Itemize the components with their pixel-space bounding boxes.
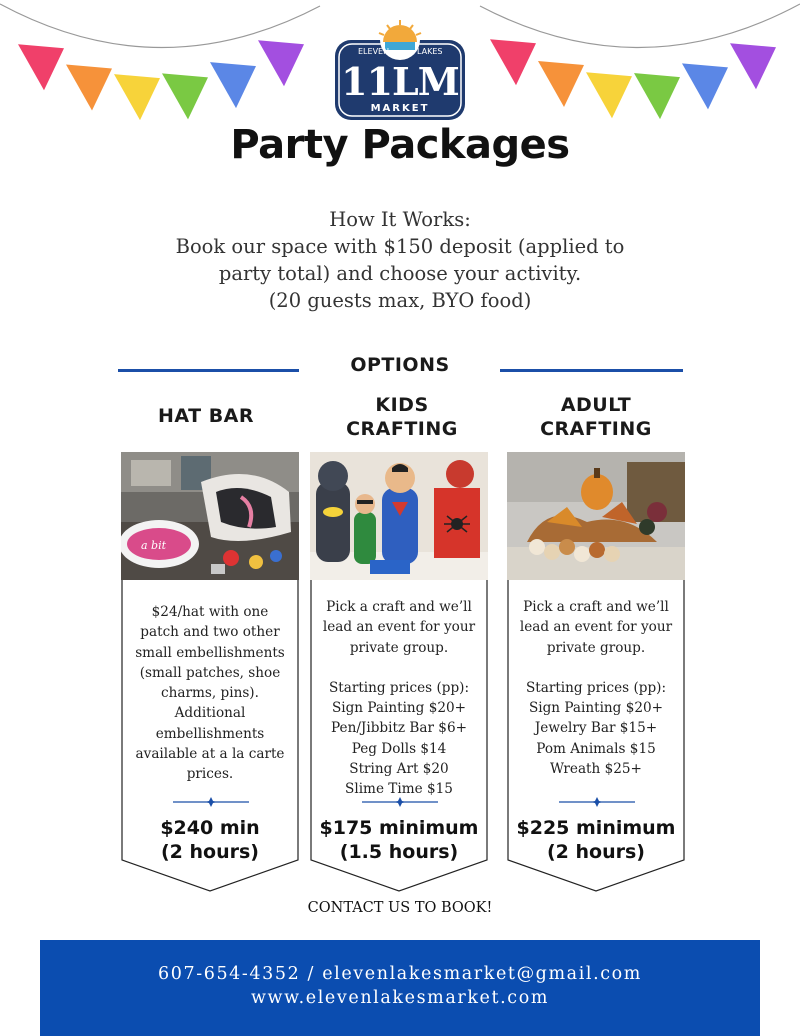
bunting-flag [682,63,728,109]
description-line: Pom Animals $15 [536,740,656,757]
options-divider-left [118,369,299,372]
bunting-flag [634,73,680,119]
bunting-flag [210,62,256,108]
contact-cta: CONTACT US TO BOOK! [307,900,493,916]
bunting-flag [730,43,776,89]
price-line: $175 minimum [319,817,479,839]
description-spacer [513,658,679,678]
footer-website-link[interactable]: www.elevenlakesmarket.com [250,988,550,1008]
description-line: Starting prices (pp): [328,679,470,696]
description-line: prices. [186,766,234,783]
how-it-works-line: party total) and choose your activity. [218,262,582,285]
description-line: lead an event for your [322,619,476,636]
bunting-flag [586,72,632,118]
package-price [310,816,488,864]
svg-text:a bit: a bit [141,539,167,552]
bunting-right [470,0,800,120]
price-duration: (2 hours) [547,841,645,863]
package-price [507,816,685,864]
description-line: Additional [174,705,246,722]
how-it-works [100,206,700,314]
description-line: Slime Time $15 [345,781,453,798]
description-line: small embellishments [135,644,285,661]
package-card-adult-crafting [507,452,685,892]
autumn-crafts-photo [507,452,685,580]
package-heading-hat-bar [116,404,296,428]
options-divider-right [500,369,683,372]
description-spacer [316,658,482,678]
bunting-flag [66,64,112,110]
description-line: embellishments [155,725,265,742]
description-line: (small patches, shoe [139,664,281,681]
page-title: Party Packages [230,122,570,168]
price-line: $225 minimum [516,817,676,839]
heading-line: CRAFTING [346,418,458,440]
price-duration: (1.5 hours) [339,841,459,863]
description-line: Sign Painting $20+ [331,700,467,717]
bunting-flag [258,40,304,86]
logo-monogram: 11LM [341,59,459,104]
sparkle-divider-icon [557,797,637,807]
heading-line: KIDS [375,394,429,416]
logo-eleven-text: ELEVEN [358,47,390,56]
description-line: Pick a craft and we’ll [523,599,669,615]
package-description [127,602,293,785]
heading-line: ADULT [560,394,632,416]
options-heading: OPTIONS [350,354,450,376]
how-it-works-line: Book our space with $150 deposit (applied to [175,235,625,258]
description-line: private group. [546,639,646,656]
description-line: patch and two other [140,624,280,641]
description-line: lead an event for your [519,619,673,636]
heading-line: HAT BAR [157,405,255,427]
peg-dolls-photo [310,452,488,580]
logo-market-text: MARKET [370,103,430,114]
description-line: Jewelry Bar $15+ [534,720,658,737]
how-it-works-heading: How It Works: [329,208,471,231]
bunting-left [0,0,330,120]
description-line: available at a la carte [135,746,285,763]
description-line: charms, pins). [161,685,259,702]
description-line: Pick a craft and we’ll [326,599,472,615]
bunting-flag [538,61,584,107]
package-description [316,597,482,800]
how-it-works-line: (20 guests max, BYO food) [268,289,532,312]
package-heading-adult-crafting [506,393,686,441]
hat-bar-photo [121,452,299,580]
heading-line: CRAFTING [540,418,652,440]
footer-phone-email[interactable]: 607-654-4352 / elevenlakesmarket@gmail.com [158,964,642,984]
package-card-kids-crafting [310,452,488,892]
description-line: $24/hat with one [151,604,269,620]
sparkle-divider-icon [171,797,251,807]
eleven-lakes-market-logo [333,18,467,122]
description-line: String Art $20 [349,761,449,778]
description-line: Starting prices (pp): [525,679,667,696]
logo-lakes-text: LAKES [417,47,443,56]
price-line: $240 min [160,817,260,839]
bunting-flag [490,39,536,85]
package-card-hat-bar [121,452,299,892]
bunting-flag [162,73,208,119]
description-line: Peg Dolls $14 [351,740,447,757]
footer-contact-bar [40,940,760,1036]
package-heading-kids-crafting [312,393,492,441]
description-line: Pen/Jibbitz Bar $6+ [330,720,467,737]
description-line: Sign Painting $20+ [528,700,664,717]
package-price [121,816,299,864]
price-duration: (2 hours) [161,841,259,863]
sparkle-divider-icon [360,797,440,807]
description-line: private group. [349,639,449,656]
package-description [513,597,679,779]
bunting-flag [18,44,64,90]
bunting-flag [114,74,160,120]
description-line: Wreath $25+ [550,761,642,778]
